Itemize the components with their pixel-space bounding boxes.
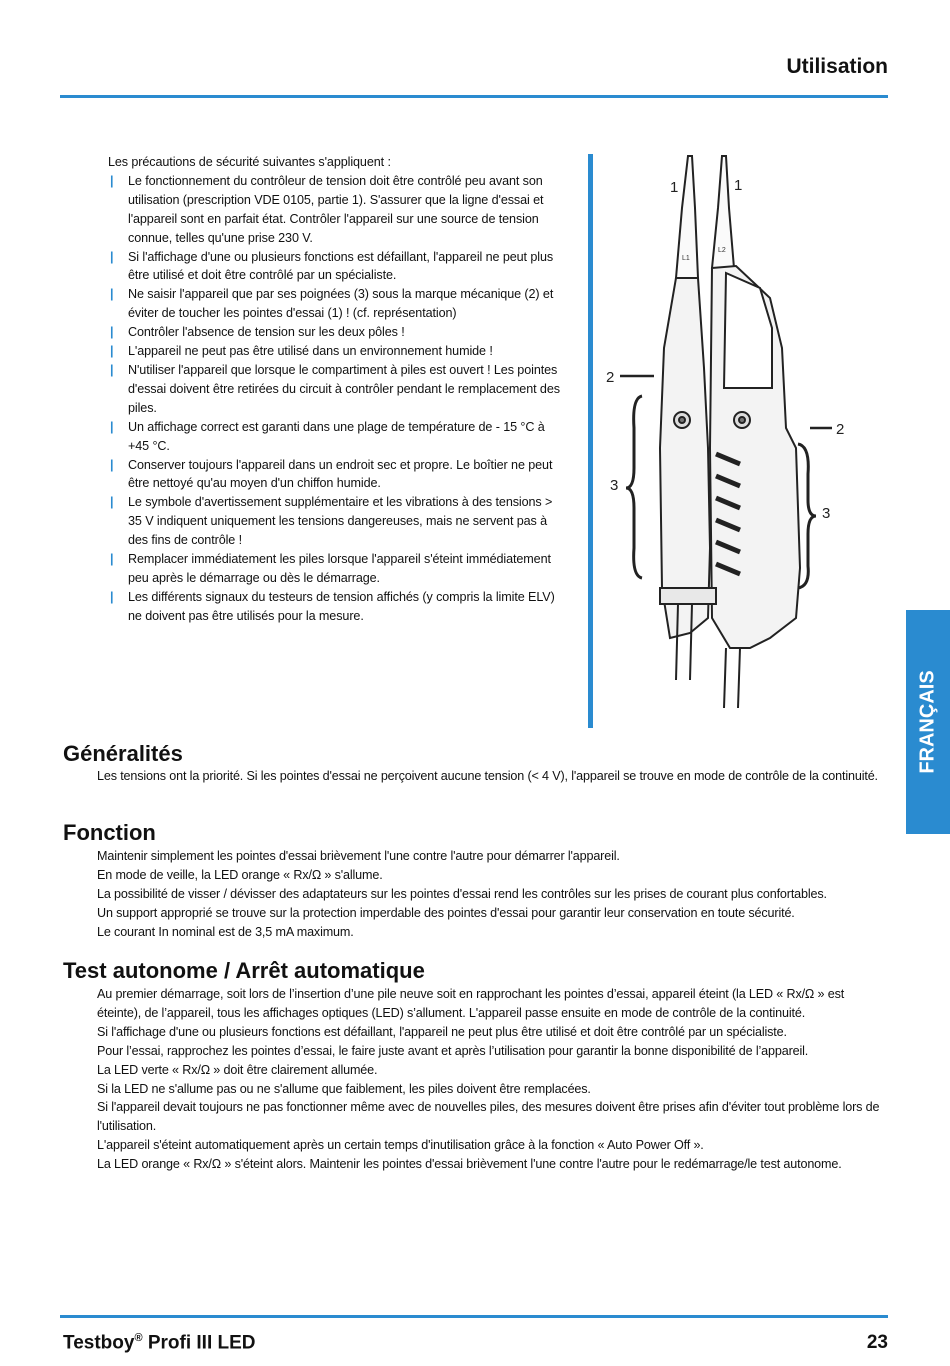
paragraph: Les tensions ont la priorité. Si les pointes d'essai ne perçoivent aucune tension (< 4 V), l'appareil se trouve en mode de contrôle de la continuité. — [97, 769, 878, 783]
header-divider — [60, 95, 888, 98]
section-body-generalites — [97, 767, 887, 786]
paragraph: Au premier démarrage, soit lors de l’insertion d’une pile neuve soit en rapprochant les pointes d’essai, appareil éteint (la LED « Rx/Ω » est éteinte), de l’appareil, tous les affichages optiques (LED) s’allument. L'appareil passe ensuite en mode de contrôle de la continuité. — [97, 987, 845, 1020]
language-tab — [906, 610, 950, 834]
paragraph: En mode de veille, la LED orange « Rx/Ω » s'allume. — [97, 867, 383, 882]
page-number: 23 — [866, 1332, 888, 1353]
safety-list — [108, 172, 560, 626]
paragraph: La LED verte « Rx/Ω » doit être clairement allumée. — [97, 1062, 378, 1077]
callout-label: 1 — [670, 179, 679, 196]
callout-label: 2 — [606, 369, 615, 386]
illustration-divider — [588, 154, 593, 728]
paragraph: L'appareil s'éteint automatiquement après un certain temps d'inutilisation grâce à la fonction « Auto Power Off ». — [97, 1138, 704, 1153]
bullet-marker: | — [110, 344, 114, 359]
safety-item: | Ne saisir l'appareil que par ses poignées (3) sous la marque mécanique (2) et éviter de toucher les pointes d'essai (1) ! (cf. représentation) — [110, 287, 554, 321]
bullet-marker: | — [110, 362, 114, 377]
section-title-fonction: Fonction — [63, 820, 156, 845]
page-header-title: Utilisation — [786, 55, 888, 78]
bullet-marker: | — [110, 325, 114, 340]
callout-label: 3 — [822, 505, 831, 522]
safety-item: | Les différents signaux du testeurs de tension affichés (y compris la limite ELV) ne doivent pas être utilisés pour la mesure. — [110, 589, 555, 623]
safety-item: | Contrôler l'absence de tension sur les deux pôles ! — [108, 323, 560, 342]
paragraph: Un support approprié se trouve sur la protection imperdable des pointes d'essai pour garantir leur conservation en toute sécurité. — [97, 905, 795, 920]
bullet-marker: | — [110, 249, 114, 264]
paragraph: Si l'appareil devait toujours ne pas fonctionner même avec de nouvelles piles, des mesures doivent être prises afin d'éviter tout problème lors de l'utilisation. — [97, 1100, 880, 1134]
section-title-test: Test autonome / Arrêt automatique — [63, 958, 425, 983]
bullet-marker: | — [110, 287, 114, 302]
bullet-marker: | — [110, 589, 114, 604]
safety-item: | N'utiliser l'appareil que lorsque le compartiment à piles est ouvert ! Les pointes d'essai doivent être retirées du circuit à contrôler pendant le remplacement des piles. — [110, 362, 560, 415]
paragraph: La possibilité de visser / dévisser des adaptateurs sur les pointes d'essai rend les contrôles sur les prises de courant plus confortables. — [97, 886, 827, 901]
callout-label: 1 — [734, 177, 743, 194]
callout-label: 2 — [836, 421, 845, 438]
bullet-marker: | — [110, 419, 114, 434]
paragraph: Si la LED ne s'allume pas ou ne s'allume que faiblement, les piles doivent être remplacées. — [97, 1081, 591, 1096]
probe-label: L1 — [682, 255, 690, 262]
safety-precautions — [108, 153, 560, 626]
safety-item: | Le symbole d'avertissement supplémentaire et les vibrations à des tensions > 35 V indiquent uniquement les tensions dangereuses, mais ne servent pas à des fins de contrôle ! — [110, 495, 553, 548]
bullet-marker: | — [110, 457, 114, 472]
safety-item: | Un affichage correct est garanti dans une plage de température de - 15 °C à +45 °C. — [110, 419, 545, 453]
section-body-fonction — [97, 847, 887, 942]
section-body-test — [97, 985, 887, 1174]
section-title-generalites: Généralités — [63, 741, 183, 766]
footer-product-name: Testboy® Profi III LED — [63, 1332, 256, 1354]
paragraph: Si l'affichage d'une ou plusieurs fonctions est défaillant, l'appareil ne peut plus être utilisé et doit être contrôlé par un spécialiste. — [97, 1024, 787, 1039]
paragraph: Le courant In nominal est de 3,5 mA maximum. — [97, 924, 354, 939]
safety-intro: Les précautions de sécurité suivantes s'appliquent : — [108, 155, 391, 169]
safety-item: | Le fonctionnement du contrôleur de tension doit être contrôlé peu avant son utilisation (prescription VDE 0105, partie 1). S'assurer que la ligne d'essai et l'appareil sont en parfait état. Contrôler l'appareil sur une source de tension connue, telles qu'une prise 230 V. — [110, 173, 544, 245]
safety-item: | Remplacer immédiatement les piles lorsque l'appareil s'éteint immédiatement peu après le démarrage ou dès le démarrage. — [110, 552, 551, 585]
bullet-marker: | — [110, 552, 114, 567]
callout-label: 3 — [610, 477, 619, 494]
language-tab-label: FRANÇAIS — [916, 670, 939, 774]
bullet-marker: | — [110, 495, 114, 510]
paragraph: La LED orange « Rx/Ω » s'éteint alors. Maintenir les pointes d'essai brièvement l'une contre l'autre pour le redémarrage/le test autonome. — [97, 1157, 842, 1172]
voltage-tester-illustration — [600, 148, 860, 720]
safety-item: | Conserver toujours l'appareil dans un endroit sec et propre. Le boîtier ne peut être nettoyé qu'au moyen d'un chiffon humide. — [110, 457, 553, 491]
safety-item: | L'appareil ne peut pas être utilisé dans un environnement humide ! — [108, 342, 560, 361]
bullet-marker: | — [110, 173, 114, 188]
paragraph: Maintenir simplement les pointes d'essai brièvement l'une contre l'autre pour démarrer l'appareil. — [97, 849, 620, 863]
probe-label: L2 — [718, 247, 726, 254]
safety-item: | Si l'affichage d'une ou plusieurs fonctions est défaillant, l'appareil ne peut plus être utilisé et doit être contrôlé par un spécialiste. — [110, 249, 554, 283]
paragraph: Pour l’essai, rapprochez les pointes d’essai, le faire juste avant et après l’utilisation pour garantir la bonne disponibilité de l’appareil. — [97, 1043, 809, 1058]
footer-divider — [60, 1315, 888, 1318]
